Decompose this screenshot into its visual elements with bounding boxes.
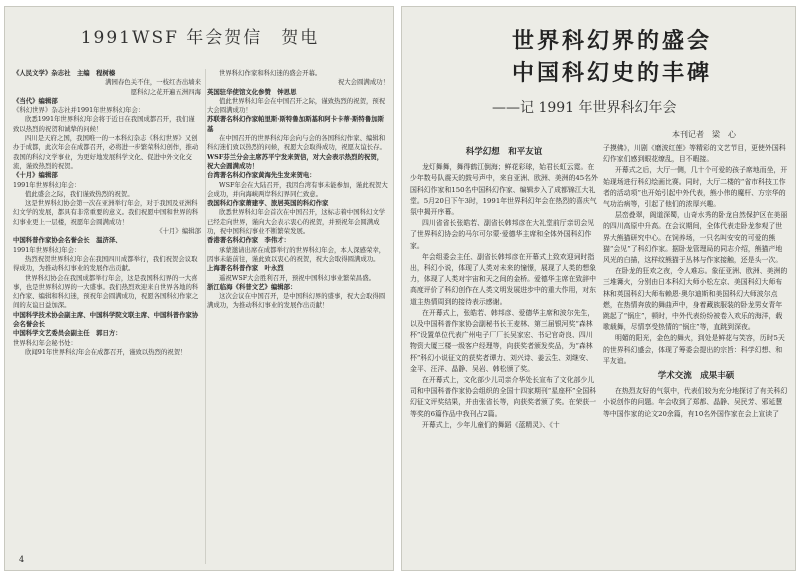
text-paragraph: 值此盛会之际，我们谨致热烈的祝贺。 [25, 189, 134, 198]
text-paragraph: 这次会议在中国召开，是中国科幻界的盛事，祝大会取得圆满成功，为推动科幻事业的发展作出贡献！ [207, 292, 386, 310]
text-paragraph: 《科幻世界》杂志社并1991年世界科幻年会： [13, 106, 145, 115]
text-paragraph: 承蒙邀请出席在成都举行的世界科幻年会，本人深感荣幸，因事未能前往，谨此致以衷心的祝贺，祝大会取得圆满成功。 [207, 245, 386, 263]
letter-sender: 香港著名科幻作家 李伟才： [207, 236, 291, 245]
text-paragraph: 遥祝WSF大会胜利召开，预祝中国科幻事业繁荣昌盛。 [219, 273, 375, 282]
left-column-2 [207, 69, 389, 569]
article-column-2 [603, 143, 789, 571]
text-paragraph: 层峦叠翠，阁道深蜀，山奇水秀的卧龙自然保护区在美丽的四川高原中升高。在会议期间，全体代表走卧龙参观了世界大熊猫研究中心。在饲养场，一只名叫安安的可爱的熊猫“会见”了科幻作家。据卧龙管理局的同志介绍，熊猫产地风光的白描，这样纹熊猫于丛林与作家接触，还是头一次。 [603, 211, 788, 265]
text-paragraph: 龙灯舞舞，舞得鹤江倒海；鲜花彩球，始君长虹云霓。在少年数号队震天的鼓号声中，来自亚洲、欧洲、美洲的45名外国科幻作家和150名中国科幻作家、编辑步入了成都锦江大礼堂。5月20日下午3时，1991年世界科幻年会在热烈的喜庆气氛中揭开序幕。 [410, 163, 598, 217]
left-column-1 [13, 69, 201, 569]
letter-sender: 《当代》编辑部 [13, 96, 58, 105]
text-paragraph: 年会组委会主任、副省长韩邦彦在开幕式上致欢迎词时指出，科幻小说，体现了人类对未来的憧憬，展现了人类的想象力，体现了人类对宇宙和天之间的金桥。爱德华主席在致辞中高度评价了科幻创作在人类文明发展进步中的重大作用，对东道主热情周到的接待表示感谢。 [410, 252, 597, 306]
letter-sender: 浙江临海《科普文艺》编辑部： [207, 282, 297, 291]
text-paragraph: 世界科幻年会秘书处： [13, 338, 77, 347]
article-title-line-2: 中国科幻史的丰碑 [511, 60, 712, 86]
text-paragraph: WSF年会在大陆召开，我因台湾有事未能参加，谨此祝贺大会成功，并向海峡两岸科幻界同仁致意。 [207, 180, 388, 198]
section-heading: 学术交流 成果丰硕 [657, 371, 735, 382]
text-paragraph: 《十月》编辑部 [156, 227, 201, 236]
page-number: 4 [19, 555, 25, 564]
letter-sender: 苏联著名科幻作家帕里斯·斯特鲁加斯基和阿卡卡蒂·斯特鲁加斯基 [207, 115, 384, 133]
text-paragraph: 1991年世界科幻年会： [13, 245, 81, 254]
letter-sender: 中国科学文艺委员会副主任 郭日方： [13, 329, 122, 338]
article-title-line-1: 世界科幻界的盛会 [511, 28, 712, 54]
left-page-title: 1991WSF 年会贺信 贺电 [80, 28, 320, 48]
text-paragraph: 四川省省长张皓若、副省长韩邦彦在大礼堂前厅亲切会见了世界科幻协会的马尔可尔蒙·爱德华主席和全体外国科幻作家。 [410, 219, 595, 250]
text-paragraph: 值此世界科幻年会在中国召开之际，谨致热烈的祝贺，预祝大会圆满成功！ [207, 96, 386, 115]
text-paragraph: 在卧龙的狂欢之夜，令人难忘。象征亚洲、欧洲、美洲的三堆篝火，分别由日本科幻大师小松左京、美国科幻大师布林和英国科幻大师布赖恩·奥尔迪斯和美国科幻大师波尔点燃，在热情奔放的舞曲声中，身着藏族服装的卧龙男女青年跳起了“锅庄”，顿时，中外代表纷纷被卷入欢乐的海洋，载歌载舞，尽情享受热情的“锅庄”等，直跳到深夜。 [603, 267, 788, 332]
letter-sender: 上海著名科普作家 叶永烈 [207, 264, 284, 273]
text-paragraph: 欣悉1991年世界科幻年会将于近日在我国成都召开，我们谨致以热烈的祝贺和诚挚的问候！ [13, 115, 195, 133]
letter-sender: 英国驻华使馆文化参赞 钟思思 [207, 87, 297, 96]
article-byline: 本刊记者 梁 心 [672, 130, 736, 139]
letter-sender: 《人民文学》杂志社 主编 程树榛 [13, 69, 116, 77]
text-paragraph: 四川是天府之国，我国唯一的一本科幻杂志《科幻世界》又创办于成都，此次年会在成都召开，必将进一步繁荣科幻创作，推动我国的科幻文学事业，为更好地发展科学文化、促进中外文化交流，谨致热烈的祝贺。 [13, 134, 199, 170]
text-paragraph: 开幕式上，少年儿童们的舞蹈《蓝精灵》、《十 [422, 420, 560, 429]
letter-sender: WSF芬兰分会主席苏平宁发来贺信，对大会表示热烈的祝贺，祝大会圆满成功！ [207, 152, 384, 170]
article-subtitle: ——记 1991 年世界科幻年会 [492, 100, 677, 116]
text-paragraph: 世界科幻协会在我国成都举行年会，这是我国科幻界的一大喜事，也是世界科幻界的一大盛事。我们热烈欢迎来自世界各地的科幻作家、编辑和科幻迷，预祝年会圆满成功，祝愿各国科幻作家之间的友谊日益加深。 [13, 273, 199, 310]
text-paragraph: 世界科幻作家和科幻迷的盛会开幕。 [219, 69, 322, 77]
article-title [462, 25, 762, 89]
letter-sender: 《十月》编辑部 [13, 171, 58, 180]
text-paragraph: 在热烈友好的气氛中，代表们较为充分地探讨了有关科幻小说创作的问题。年会收到了郑都、晶静、吴民芳、邪延慧等中国作家的论文20余篇，有10名外国作家在会上宣读了 [603, 387, 788, 418]
text-paragraph: 在中国召开的世界科幻年会向与会的各国科幻作家、编辑和科幻迷们致以热烈的问候，祝愿大会取得成功，祝愿友谊长存。 [207, 134, 386, 152]
column-divider [205, 69, 206, 564]
text-paragraph: 热烈祝贺世界科幻年会在我国四川成都举行，我们祝贺会议取得成功，为推动科幻事业的发展作出贡献。 [13, 254, 198, 273]
text-paragraph: 满园春色关不住，一枝红杏出墙来 [105, 78, 201, 87]
text-paragraph: 子摸佛》，川剧《磨波红莲》等精彩的文艺节目，更使外国科幻作家们感到眼花缭乱，目不暇接。 [603, 144, 786, 164]
letter-sender: 台湾著名科幻作家黄海先生发来贺电： [207, 171, 316, 180]
text-paragraph: 开幕式之后，大厅一侧，几十个可爱的孩子席地而坐，开始现场进行科幻绘画比赛。同时，大厅二楼的“省市科技工作者的活动项”也开始引起中外代表，熊小伟的魔杆、方宗华的气功治病等，引起了他们的浓厚兴趣。 [603, 166, 788, 209]
text-paragraph: 在开幕式上，文化部少儿司亲介华处长宣布了文化部少儿司和中国科普作家协会组织的全国十四家期刊“星座杯”全国科幻征文评奖结果，并由张省长等，向获奖者颁了奖。在荣获一等奖的6篇作品中我刊占2篇。 [410, 376, 597, 418]
text-paragraph: 这是世界科幻协会第一次在亚洲举行年会，对于我国及亚洲科幻文学的发展，都具有非常重要的意义。我们祝愿中国和世界的科幻事业更上一层楼，祝愿年会圆满成功！ [13, 199, 199, 226]
article-column-1 [410, 143, 598, 571]
letter-sender: 中国科普作家协会名誉会长 温济泽、 [13, 236, 122, 245]
text-paragraph: 明媚的阳光，金色的舞火，到处是鲜花与笑容，历时5天的世界科幻盛会，体现了筹委会提出的宗旨：科学幻想、和平友谊。 [603, 334, 785, 365]
letter-sender: 我国科幻作家萧建亨、旅居英国的科幻作家 [207, 199, 329, 208]
left-page [4, 6, 394, 571]
section-heading: 科学幻想 和平友谊 [465, 147, 543, 157]
letter-sender: 中国科学技术协会副主席、中国科学院文联主席、中国科普作家协会名誉会长 [13, 310, 199, 329]
text-paragraph: 愿科幻之花开遍五洲四海 [130, 87, 201, 96]
text-paragraph: 在开幕式上，张皓若、韩邦彦、爱德华主席和波尔先生，以及中国科普作家协会副秘书长王麦林、第三届银河奖“森林杯”设置单位代表广州电子厂厂长吴家宏、书记官奇良、四川物资大厦三楼一级客户经理等，向获奖者颁发奖品，为“森林杯”科幻小说征文的获奖者谭力、刘兴诗、姜云生、刘继安、金平、汪洋、晶静、吴岩、韩松颁了奖。 [410, 308, 595, 373]
text-paragraph: 欣闻91年世界科幻年会在成都召开，谨致以热烈的祝贺！ [25, 347, 187, 356]
right-page [401, 6, 796, 571]
text-paragraph: 1991年世界科幻年会： [13, 180, 81, 189]
text-paragraph: 祝大会圆满成功！ [337, 78, 389, 87]
text-paragraph: 欣悉世界科幻年会首次在中国召开，这标志着中国科幻文学已经走向世界，谨向大会表示衷心的祝贺，并预祝年会圆满成功，祝中国科幻事业不断繁荣发展。 [207, 208, 386, 236]
